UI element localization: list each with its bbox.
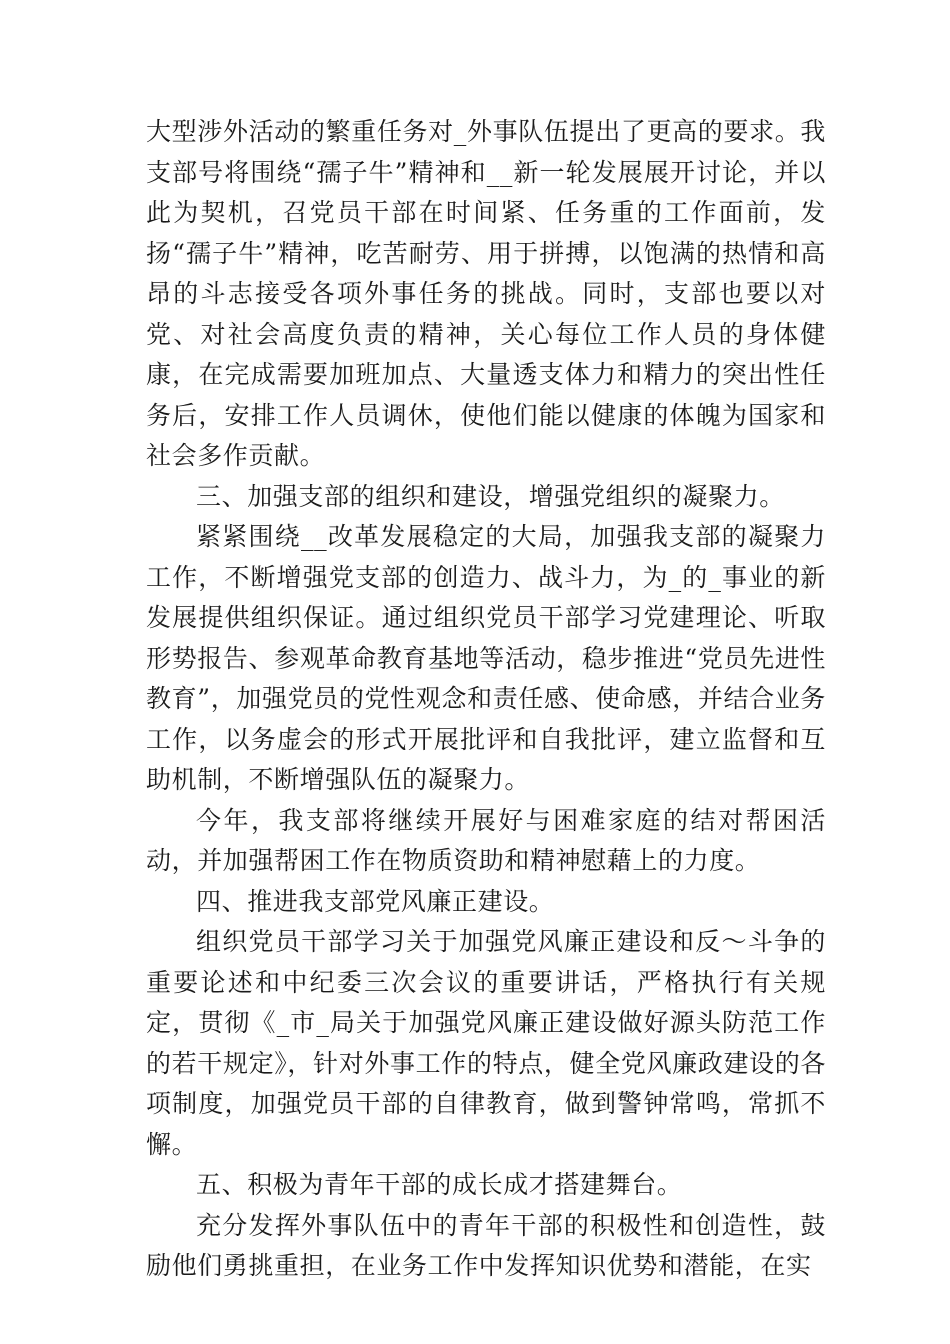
paragraph-continuation: 大型涉外活动的繁重任务对_外事队伍提出了更高的要求。我支部号将围绕“孺子牛”精神和__新一轮发展展开讨论，并以此为契机，召党员干部在时间紧、任务重的工作面前，发扬“孺子牛”精神，吃苦耐劳、用于拼搏，以饱满的热情和高昂的斗志接受各项外事任务的挑战。同时，支部也要以对党、对社会高度负责的精神，关心每位工作人员的身体健康，在完成需要加班加点、大量透支体力和精力的突出性任务后，安排工作人员调休，使他们能以健康的体魄为国家和社会多作贡献。: [146, 117, 826, 470]
section-heading-4: 四、推进我支部党风廉正建设。: [196, 886, 555, 916]
document-page: [146, 112, 826, 1287]
section-heading-3: 三、加强支部的组织和建设，增强党组织的凝聚力。: [196, 481, 785, 511]
paragraph: 组织党员干部学习关于加强党风廉正建设和反～斗争的重要论述和中纪委三次会议的重要讲话，严格执行有关规定，贯彻《_市_局关于加强党风廉正建设做好源头防范工作的若干规定》，针对外事工作的特点，健全党风廉政建设的各项制度，加强党员干部的自律教育，做到警钟常鸣，常抓不懈。: [146, 927, 826, 1159]
paragraph: 充分发挥外事队伍中的青年干部的积极性和创造性，鼓励他们勇挑重担，在业务工作中发挥知识优势和潜能，在实: [146, 1210, 826, 1280]
section-heading-5: 五、积极为青年干部的成长成才搭建舞台。: [196, 1170, 683, 1199]
paragraph: 今年，我支部将继续开展好与困难家庭的结对帮困活动，并加强帮困工作在物质资助和精神慰藉上的力度。: [146, 805, 826, 875]
paragraph: 紧紧围绕__改革发展稳定的大局，加强我支部的凝聚力工作，不断增强党支部的创造力、战斗力，为_的_事业的新发展提供组织保证。通过组织党员干部学习党建理论、听取形势报告、参观革命教育基地等活动，稳步推进“党员先进性教育”，加强党员的党性观念和责任感、使命感，并结合业务工作，以务虚会的形式开展批评和自我批评，建立监督和互助机制，不断增强队伍的凝聚力。: [146, 522, 826, 794]
